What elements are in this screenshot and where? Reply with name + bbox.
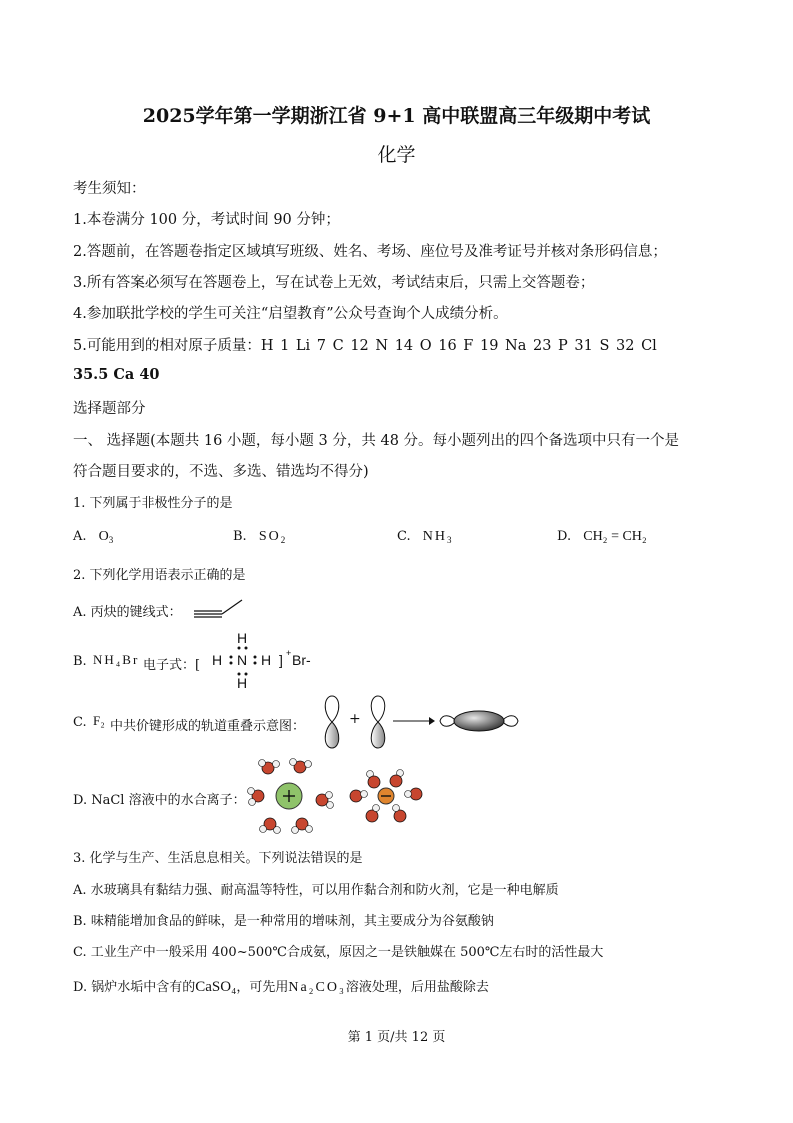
q2-option-a-text: A. 丙炔的键线式： <box>73 605 182 620</box>
section-name: 选择题部分 <box>73 401 146 417</box>
electron-dot-n: N <box>237 652 248 668</box>
notice-item-1: 1.本卷满分 100 分，考试时间 90 分钟； <box>73 212 340 228</box>
q1-option-b: B. $SO_2$ <box>233 529 286 545</box>
q2-option-b-formula: NH₄Br <box>93 652 140 667</box>
q3-option-b: B. 味精能增加食品的鲜味，是一种常用的增味剂，其主要成分为谷氨酸钠 <box>73 914 494 929</box>
electron-dot-anion: Br- <box>292 652 311 668</box>
p-orbital-right <box>366 694 390 750</box>
p-orbital-left <box>320 694 344 750</box>
section-instruction-2: 符合题目要求的，不选、多选、错选均不得分) <box>73 464 369 480</box>
q3-option-a: A. 水玻璃具有黏结力强、耐高温等特性，可以用作黏合剂和防火剂，它是一种电解质 <box>73 883 559 898</box>
arrow-icon <box>393 715 435 727</box>
q2-option-c-formula: F₂ <box>93 713 105 728</box>
notice-item-3: 3.所有答案必须写在答题卷上，写在试卷上无效，考试结束后，只需上交答题卷； <box>73 275 595 291</box>
propyne-skeletal-formula <box>192 598 248 620</box>
q2-option-c-label: C. <box>73 715 87 730</box>
orbital-plus-sign: + <box>349 711 361 727</box>
q1-option-a: A. $O_3$ <box>73 529 114 545</box>
q2-stem: 2. 下列化学用语表示正确的是 <box>73 568 246 583</box>
notice-item-4: 4.参加联批学校的学生可关注“启望教育”公众号查询个人成绩分析。 <box>73 306 508 322</box>
electron-dots <box>225 640 265 680</box>
electron-dot-h-bottom: H <box>237 675 248 691</box>
notice-item-5: 5.可能用到的相对原子质量：H 1 Li 7 C 12 N 14 O 16 F 19 Na 23 P 31 S 32 Cl <box>73 338 657 354</box>
q1-stem: 1. 下列属于非极性分子的是 <box>73 496 233 511</box>
q2-option-c-text: 中共价键形成的轨道重叠示意图： <box>110 719 306 734</box>
electron-dot-h-left: H <box>212 652 223 668</box>
hydrated-chloride-ion <box>350 764 426 830</box>
subject-title: 化学 <box>377 144 416 166</box>
q2-option-b-text: 电子式：[ <box>143 658 201 673</box>
notice-item-5-cont: 35.5 Ca 40 <box>73 366 160 383</box>
sigma-bond-orbital <box>438 708 520 734</box>
q1-option-d: D. CH₂ = CH₂ <box>557 529 647 544</box>
q2-option-d-text: D. NaCl 溶液中的水合离子： <box>73 793 246 808</box>
q3-option-c: C. 工业生产中一般采用 400~500℃合成氨，原因之一是铁触媒在 500℃左右时的活性最大 <box>73 945 604 960</box>
q3-stem: 3. 化学与生产、生活息息相关。下列说法错误的是 <box>73 851 363 866</box>
q1-option-c: C. $NH_3$ <box>397 529 452 545</box>
electron-dot-bracket-close: ] <box>279 652 283 668</box>
section-instruction-1: 一、 选择题(本题共 16 小题，每小题 3 分，共 48 分。每小题列出的四个备选项中只有一个是 <box>73 433 680 449</box>
exam-title: 2025学年第一学期浙江省 9+1 高中联盟高三年级期中考试 <box>142 105 651 127</box>
q2-option-b-label: B. <box>73 654 87 669</box>
q3-option-d: D. 锅炉水垢中含有的CaSO₄，可先用Na₂CO₃溶液处理，后用盐酸除去 <box>73 979 489 995</box>
page-number: 第 1 页/共 12 页 <box>347 1030 446 1045</box>
electron-dot-h-right: H <box>261 652 272 668</box>
electron-dot-charge: + <box>286 648 292 658</box>
electron-dot-h-top: H <box>237 630 248 646</box>
notice-item-2: 2.答题前，在答题卷指定区域填写班级、姓名、考场、座位号及准考证号并核对条形码信息； <box>73 244 667 260</box>
notice-heading: 考生须知： <box>73 181 146 197</box>
hydrated-sodium-ion <box>246 758 336 836</box>
